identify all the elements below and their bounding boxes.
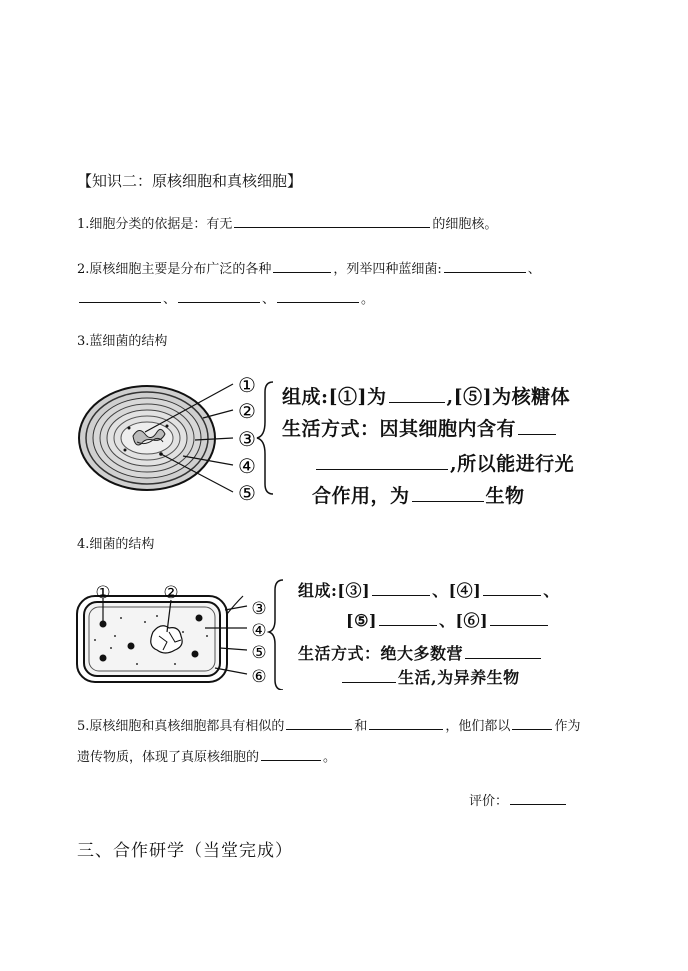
q4-line-2: [⑤] 、[⑥] [346, 608, 550, 631]
q1-answer-blank[interactable] [234, 226, 430, 228]
q2-cyano-blank-4[interactable] [277, 301, 359, 303]
q1-text-after: 的细胞核。 [432, 217, 498, 232]
q3-line-1: 组成:[①]为 ,[⑤]为核糖体 [282, 386, 571, 408]
bacteria-label-1: ① [95, 583, 111, 603]
question-4-title: 4.细菌的结构 [77, 537, 155, 552]
q5-blank-1[interactable] [286, 728, 352, 730]
q4-blank-mode-b[interactable] [342, 681, 396, 683]
q2-text-before: 2.原核细胞主要是分布广泛的各种 [77, 262, 272, 277]
evaluation-blank[interactable] [510, 803, 566, 805]
question-5-line-1: 5.原核细胞和真核细胞都具有相似的 和 ，他们都以 作为 [77, 719, 581, 734]
q4-blank-5[interactable] [379, 624, 437, 626]
q2-end: 。 [361, 292, 375, 307]
bacteria-label-3: ③ [251, 599, 267, 619]
q5-blank-2[interactable] [369, 728, 443, 730]
bacteria-label-5: ⑤ [251, 643, 267, 663]
bacteria-nucleoid [151, 626, 182, 653]
section-three-title: 三、合作研学（当堂完成） [77, 841, 293, 861]
q2-sep-1: 、 [527, 262, 541, 277]
q2-sep-3: 、 [262, 292, 276, 307]
question-5-line-2: 遗传物质，体现了真原核细胞的 。 [77, 750, 337, 765]
q2-cyano-blank-1[interactable] [444, 271, 526, 273]
q4-line-4: 生活,为异养生物 [340, 665, 520, 688]
bacteria-label-2: ② [163, 583, 179, 603]
question-2-line-1 [77, 258, 541, 277]
q5-blank-3[interactable] [512, 728, 552, 730]
q4-blank-3[interactable] [372, 594, 430, 596]
bacteria-brace [269, 580, 283, 690]
cyano-label-3: ③ [238, 427, 256, 451]
q3-line-2: 生活方式：因其细胞内含有 [282, 414, 558, 441]
q4-blank-4[interactable] [483, 594, 541, 596]
q4-blank-6[interactable] [490, 624, 548, 626]
cyano-label-2: ② [238, 399, 256, 423]
evaluation: 评价： [469, 790, 568, 809]
q3-blank-wall[interactable] [389, 401, 445, 403]
bacteria-label-6: ⑥ [251, 667, 267, 687]
bacteria-label-4: ④ [251, 621, 267, 641]
q4-line-1: 组成:[③] 、[④] 、 [298, 581, 560, 600]
q2-cyano-blank-3[interactable] [178, 301, 260, 303]
cyano-label-1: ① [238, 373, 256, 397]
q1-text-before: 1.细胞分类的依据是：有无 [77, 217, 233, 232]
q5-blank-4[interactable] [261, 759, 321, 761]
q3-blank-pigment-b[interactable] [316, 468, 448, 470]
bacteria-diagram [75, 578, 285, 690]
section-heading: 【知识二：原核细胞和真核细胞】 [77, 172, 303, 190]
cyano-brace [257, 382, 273, 494]
q3-line-3: ,所以能进行光 [314, 449, 574, 476]
q2-cyano-blank-2[interactable] [79, 301, 161, 303]
q3-blank-pigment-a[interactable] [518, 433, 556, 435]
q2-text-mid: ，列举四种蓝细菌: [333, 262, 442, 277]
q3-blank-type[interactable] [412, 500, 484, 502]
q3-line-4: 合作用，为 生物 [312, 485, 525, 507]
question-2-line-2 [77, 288, 374, 307]
q2-sep-2: 、 [163, 292, 177, 307]
question-3-title: 3.蓝细菌的结构 [77, 334, 168, 349]
cyano-label-5: ⑤ [238, 481, 256, 505]
q4-line-3: 生活方式：绝大多数营 [298, 641, 543, 664]
q4-blank-mode-a[interactable] [465, 657, 541, 659]
question-1 [77, 213, 497, 232]
q2-bacteria-blank[interactable] [273, 271, 331, 273]
cyano-label-4: ④ [238, 454, 256, 478]
cyanobacteria-diagram [75, 370, 275, 510]
